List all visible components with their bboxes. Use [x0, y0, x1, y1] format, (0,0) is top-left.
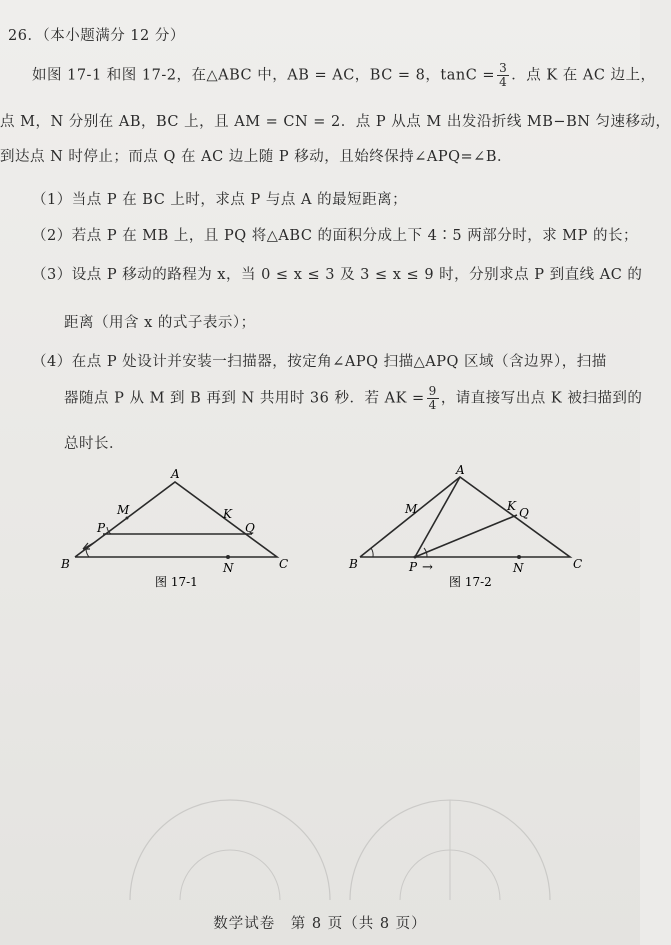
- fig1-label-b: B: [61, 557, 70, 571]
- fig2-label-n: N: [513, 561, 524, 575]
- page-footer: 数学试卷 第 8 页（共 8 页）: [213, 916, 427, 932]
- question-4-line-b: [64, 385, 642, 412]
- fig1-label-n: N: [223, 561, 234, 575]
- fig2-label-k: K: [507, 499, 516, 513]
- problem-number: 26．: [8, 28, 43, 44]
- intro-line-2: 点 M，N 分别在 AB，BC 上，且 AM = CN = 2．点 P 从点 M 出发沿折线 MB−BN 匀速移动，: [0, 114, 671, 130]
- figure-17-1: [55, 462, 305, 592]
- points-note: （本小题满分 12 分）: [42, 28, 185, 44]
- ak-denominator: 4: [428, 398, 437, 412]
- ak-fraction: [427, 385, 439, 412]
- q4-text-b2: ，请直接写出点 K 被扫描到的: [440, 390, 643, 407]
- q4-text-b1: 器随点 P 从 M 到 B 再到 N 共用时 36 秒．若 AK =: [64, 390, 425, 407]
- fig2-direction-arrow: →: [422, 560, 433, 575]
- question-4-line-c: 总时长．: [64, 436, 124, 452]
- intro-line-1: [32, 62, 656, 89]
- fig1-label-m: M: [117, 503, 130, 517]
- fig1-label-p: P: [97, 521, 106, 535]
- question-3-line-a: （3）设点 P 移动的路程为 x，当 0 ≤ x ≤ 3 及 3 ≤ x ≤ 9 时，分别求点 P 到直线 AC 的: [32, 267, 643, 283]
- question-2: （2）若点 P 在 MB 上，且 PQ 将△ABC 的面积分成上下 4∶5 两部分时，求 MP 的长；: [32, 228, 639, 244]
- intro-text-1a: 如图 17-1 和图 17-2，在△ABC 中，AB = AC，BC = 8，tanC =: [32, 67, 496, 84]
- intro-line-3: 到达点 N 时停止；而点 Q 在 AC 边上随 P 移动，且始终保持∠APQ=∠B．: [0, 149, 512, 165]
- question-3-line-b: 距离（用含 x 的式子表示）；: [64, 315, 256, 331]
- fig2-caption: 图 17-2: [449, 575, 492, 589]
- problem-header: [8, 24, 185, 45]
- intro-text-1b: ．点 K 在 AC 边上，: [511, 67, 656, 84]
- question-1: （1）当点 P 在 BC 上时，求点 P 与点 A 的最短距离；: [32, 192, 408, 208]
- fig2-label-c: C: [573, 557, 583, 571]
- fig1-label-c: C: [279, 557, 289, 571]
- fig2-label-a: A: [456, 463, 465, 477]
- question-4-line-a: （4）在点 P 处设计并安装一扫描器，按定角∠APQ 扫描△APQ 区域（含边界），扫描: [32, 354, 607, 370]
- ak-numerator: 9: [428, 384, 437, 398]
- fig2-label-b: B: [349, 557, 358, 571]
- tan-numerator: 3: [499, 61, 508, 75]
- tan-denominator: 4: [499, 75, 508, 89]
- bleed-through-arcs: [120, 770, 560, 910]
- fig2-label-m: M: [405, 502, 418, 516]
- fig2-label-q: Q: [519, 506, 529, 520]
- tan-fraction: [497, 62, 509, 89]
- fig1-label-a: A: [171, 467, 180, 481]
- fig1-label-k: K: [223, 507, 232, 521]
- fig1-caption: 图 17-1: [155, 575, 198, 589]
- fig2-label-p: P: [409, 560, 418, 574]
- fig1-label-q: Q: [245, 521, 255, 535]
- figure-17-2: [345, 462, 595, 592]
